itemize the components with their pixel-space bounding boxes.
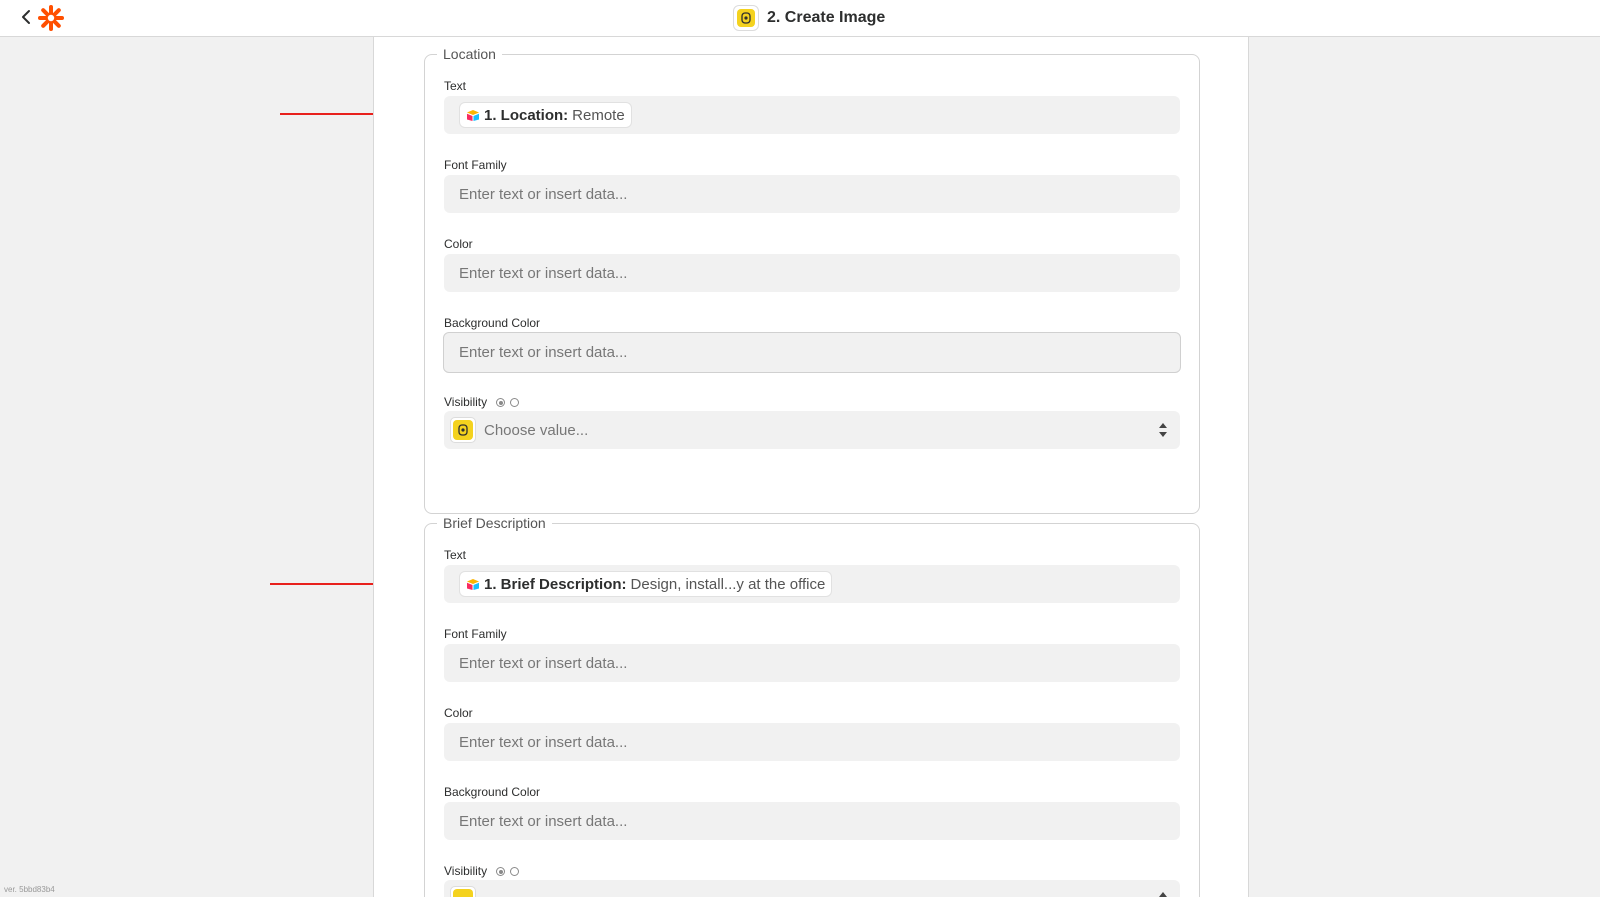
placeholder: Enter text or insert data... <box>459 733 628 751</box>
select-chevrons-icon <box>1158 421 1168 439</box>
placeholder: Choose value... <box>484 421 589 439</box>
visibility-label-text: Visibility <box>444 395 488 409</box>
brief-description-legend: Brief Description <box>437 514 552 532</box>
version-label: ver. 5bbd83b4 <box>4 885 55 894</box>
brief-description-font-family-input[interactable] <box>444 644 1180 682</box>
background-color-label: Background Color <box>444 316 541 330</box>
pill-key: 1. Brief Description: <box>484 575 627 593</box>
data-pill[interactable] <box>459 571 832 597</box>
location-legend: Location <box>437 45 502 63</box>
placeholder: Enter text or insert data... <box>459 185 628 203</box>
step-editor-panel <box>373 37 1249 897</box>
radio-custom-mode[interactable] <box>510 398 519 407</box>
font-family-label: Font Family <box>444 158 507 172</box>
brief-description-visibility-select[interactable] <box>444 880 1180 897</box>
placeholder: Enter text or insert data... <box>459 264 628 282</box>
brief-description-color-input[interactable] <box>444 723 1180 761</box>
location-background-color-input[interactable] <box>443 332 1181 373</box>
placeholder: Enter text or insert data... <box>459 344 628 361</box>
background-color-label: Background Color <box>444 785 541 799</box>
app-icon <box>450 886 476 897</box>
pill-value: Design, install...y at the office <box>630 575 826 593</box>
data-pill[interactable] <box>459 102 632 128</box>
app-icon <box>733 5 759 31</box>
color-label: Color <box>444 237 473 251</box>
visibility-label-text: Visibility <box>444 864 488 878</box>
airtable-icon <box>466 109 480 121</box>
radio-dropdown-mode[interactable] <box>496 867 505 876</box>
radio-dropdown-mode[interactable] <box>496 398 505 407</box>
top-bar <box>0 0 1600 37</box>
image-app-icon <box>458 424 468 436</box>
visibility-mode-toggle <box>496 398 524 407</box>
radio-custom-mode[interactable] <box>510 867 519 876</box>
location-font-family-input[interactable] <box>444 175 1180 213</box>
pill-value: Remote <box>572 106 625 124</box>
pill-key: 1. Location: <box>484 106 569 124</box>
app-icon <box>450 417 476 443</box>
visibility-label <box>444 395 524 409</box>
brief-description-fieldset <box>424 515 1200 897</box>
placeholder: Enter text or insert data... <box>459 812 628 830</box>
brief-description-text-input[interactable] <box>444 565 1180 603</box>
location-text-input[interactable] <box>444 96 1180 134</box>
text-label: Text <box>444 79 467 93</box>
placeholder: Enter text or insert data... <box>459 654 628 672</box>
location-fieldset <box>424 46 1200 514</box>
visibility-mode-toggle <box>496 867 524 876</box>
step-title <box>733 3 885 33</box>
airtable-icon <box>466 578 480 590</box>
location-color-input[interactable] <box>444 254 1180 292</box>
chevron-left-icon[interactable] <box>16 6 36 28</box>
visibility-label <box>444 864 524 878</box>
image-app-icon <box>741 12 751 24</box>
font-family-label: Font Family <box>444 627 507 641</box>
location-visibility-select[interactable] <box>444 411 1180 449</box>
text-label: Text <box>444 548 467 562</box>
zapier-asterisk-icon[interactable] <box>38 5 64 31</box>
color-label: Color <box>444 706 473 720</box>
select-chevrons-icon <box>1158 890 1168 897</box>
page-title: 2. Create Image <box>767 9 886 26</box>
brief-description-background-color-input[interactable] <box>444 802 1180 840</box>
